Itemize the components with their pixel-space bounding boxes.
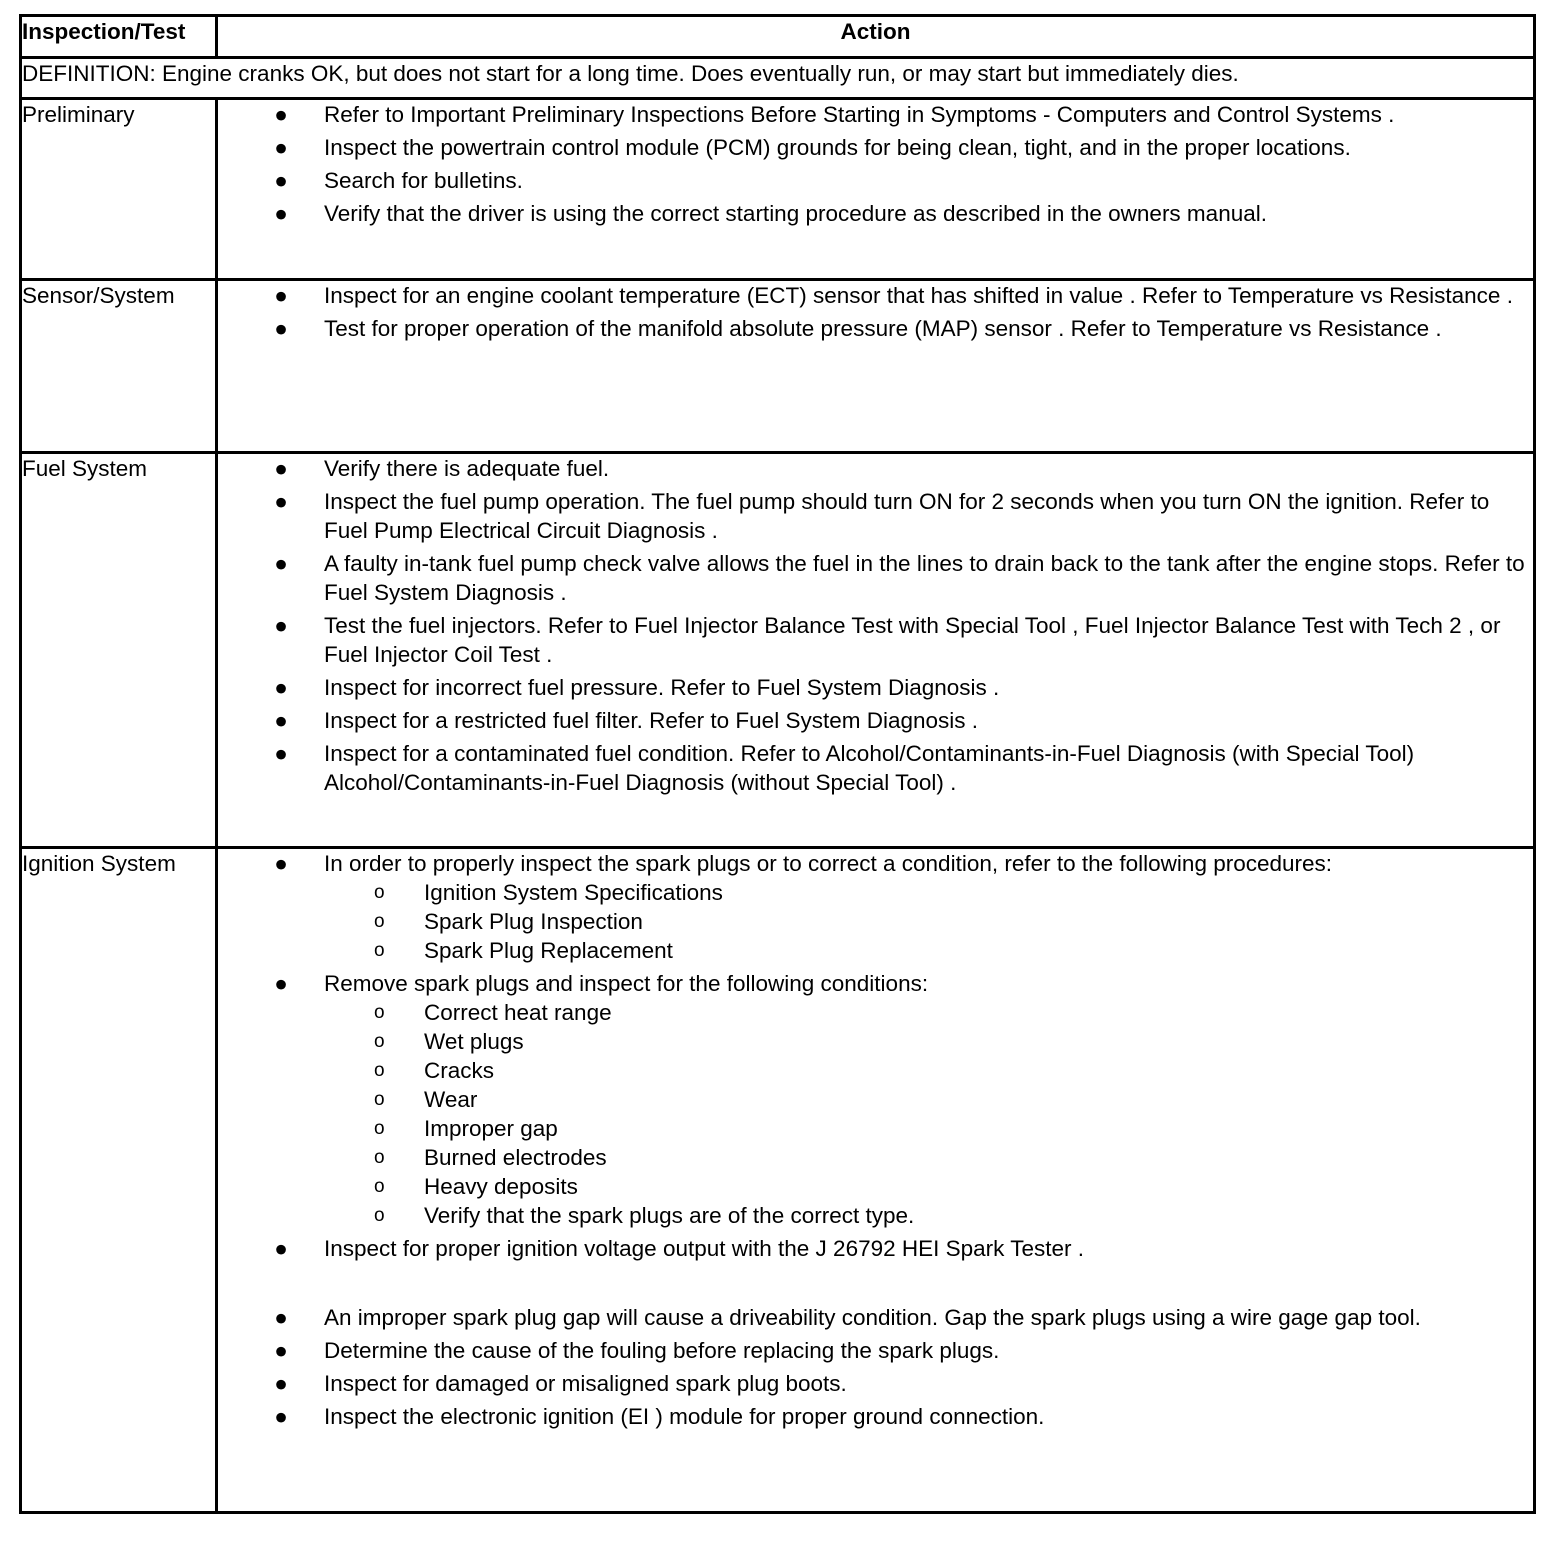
sub-item-text: Cracks — [424, 1058, 495, 1083]
item-text: Inspect for damaged or misaligned spark plug boots. — [324, 1371, 847, 1396]
list-item — [218, 1336, 1533, 1365]
list-item — [218, 199, 1533, 228]
list-item — [218, 166, 1533, 195]
row-actions — [217, 453, 1535, 848]
row-label: Sensor/System — [21, 280, 217, 453]
item-text: Inspect for proper ignition voltage output with the J 26792 HEI Spark Tester . — [324, 1236, 1085, 1261]
item-text: Inspect for incorrect fuel pressure. Refer to Fuel System Diagnosis . — [324, 675, 1000, 700]
bullet-icon: ● — [274, 741, 288, 766]
sub-item-text: Spark Plug Inspection — [424, 909, 643, 934]
item-text: Inspect for an engine coolant temperature (ECT) sensor that has shifted in value . Refer to Temperature vs Resistance . — [324, 283, 1513, 308]
circle-bullet-icon: o — [374, 1002, 385, 1023]
sub-list-item — [324, 1114, 1525, 1143]
item-text: Refer to Important Preliminary Inspections Before Starting in Symptoms - Computers and Control Systems . — [324, 102, 1395, 127]
item-text: Test the fuel injectors. Refer to Fuel Injector Balance Test with Special Tool , Fuel Injector Balance Test with Tech 2 , or Fuel Injector Coil Test . — [324, 613, 1501, 667]
bullet-icon: ● — [274, 551, 288, 576]
list-item — [218, 1234, 1533, 1263]
item-text: A faulty in-tank fuel pump check valve allows the fuel in the lines to drain back to the tank after the engine stops. Refer to Fuel System Diagnosis . — [324, 551, 1525, 605]
sub-item-text: Correct heat range — [424, 1000, 612, 1025]
item-text: Inspect for a contaminated fuel condition. Refer to Alcohol/Contaminants-in-Fuel Diagnosis (with Special Tool) Alcohol/Contaminants-in-Fuel Diagnosis (without Special Tool) . — [324, 741, 1415, 795]
sub-item-text: Wear — [424, 1087, 478, 1112]
bullet-icon: ● — [274, 201, 288, 226]
row-actions — [217, 99, 1535, 280]
list-item — [218, 100, 1533, 129]
item-text: Verify there is adequate fuel. — [324, 456, 610, 481]
sub-item-text: Ignition System Specifications — [424, 880, 723, 905]
sub-item-text: Spark Plug Replacement — [424, 938, 673, 963]
bullet-icon: ● — [274, 316, 288, 341]
list-item — [218, 549, 1533, 607]
circle-bullet-icon: o — [374, 911, 385, 932]
item-text: Test for proper operation of the manifold absolute pressure (MAP) sensor . Refer to Temperature vs Resistance . — [324, 316, 1442, 341]
bullet-icon: ● — [274, 102, 288, 127]
circle-bullet-icon: o — [374, 940, 385, 961]
circle-bullet-icon: o — [374, 1031, 385, 1052]
item-text: In order to properly inspect the spark plugs or to correct a condition, refer to the following procedures: — [324, 851, 1333, 876]
item-text: Determine the cause of the fouling before replacing the spark plugs. — [324, 1338, 1000, 1363]
row-actions — [217, 848, 1535, 1513]
sub-item-text: Burned electrodes — [424, 1145, 607, 1170]
list-item — [218, 969, 1533, 1230]
list-item — [218, 849, 1533, 965]
table-row — [21, 453, 1535, 848]
bullet-icon: ● — [274, 1404, 288, 1429]
bullet-icon: ● — [274, 489, 288, 514]
item-text: Remove spark plugs and inspect for the following conditions: — [324, 971, 929, 996]
circle-bullet-icon: o — [374, 882, 385, 903]
item-text: An improper spark plug gap will cause a driveability condition. Gap the spark plugs using a wire gage gap tool. — [324, 1305, 1421, 1330]
circle-bullet-icon: o — [374, 1118, 385, 1139]
row-label: Fuel System — [21, 453, 217, 848]
list-item — [218, 1369, 1533, 1398]
sub-item-text: Heavy deposits — [424, 1174, 578, 1199]
header-row — [21, 16, 1535, 58]
bullet-icon: ● — [274, 456, 288, 481]
item-text: Search for bulletins. — [324, 168, 523, 193]
bullet-icon: ● — [274, 1305, 288, 1330]
list-item — [218, 739, 1533, 797]
list-item — [218, 1402, 1533, 1431]
bullet-icon: ● — [274, 851, 288, 876]
bullet-icon: ● — [274, 971, 288, 996]
sub-list-item — [324, 907, 1525, 936]
sub-list-item — [324, 936, 1525, 965]
sub-list-item — [324, 1172, 1525, 1201]
item-text: Inspect the electronic ignition (EI ) module for proper ground connection. — [324, 1404, 1045, 1429]
sub-list-item — [324, 1085, 1525, 1114]
list-item — [218, 454, 1533, 483]
circle-bullet-icon: o — [374, 1089, 385, 1110]
item-text: Verify that the driver is using the correct starting procedure as described in the owners manual. — [324, 201, 1267, 226]
sub-list-item — [324, 998, 1525, 1027]
sub-list-item — [324, 1201, 1525, 1230]
list-item — [218, 706, 1533, 735]
circle-bullet-icon: o — [374, 1147, 385, 1168]
bullet-icon: ● — [274, 168, 288, 193]
sub-list-item — [324, 1143, 1525, 1172]
row-label: Ignition System — [21, 848, 217, 1513]
definition-row — [21, 58, 1535, 99]
sub-item-text: Verify that the spark plugs are of the correct type. — [424, 1203, 915, 1228]
table-row — [21, 280, 1535, 453]
list-item — [218, 314, 1533, 343]
bullet-icon: ● — [274, 708, 288, 733]
list-item — [218, 133, 1533, 162]
header-inspection-test: Inspection/Test — [21, 16, 217, 58]
list-item — [218, 281, 1533, 310]
bullet-icon: ● — [274, 283, 288, 308]
bullet-icon: ● — [274, 1371, 288, 1396]
item-text: Inspect for a restricted fuel filter. Refer to Fuel System Diagnosis . — [324, 708, 979, 733]
sub-list-item — [324, 1056, 1525, 1085]
table-row — [21, 848, 1535, 1513]
list-item — [218, 487, 1533, 545]
bullet-icon: ● — [274, 135, 288, 160]
row-label: Preliminary — [21, 99, 217, 280]
item-text: Inspect the powertrain control module (PCM) grounds for being clean, tight, and in the proper locations. — [324, 135, 1351, 160]
diagnosis-table — [19, 14, 1536, 1514]
document-page — [19, 14, 1533, 1514]
list-item — [218, 673, 1533, 702]
list-item — [218, 1303, 1533, 1332]
sub-item-text: Improper gap — [424, 1116, 558, 1141]
sub-item-text: Wet plugs — [424, 1029, 524, 1054]
table-row — [21, 99, 1535, 280]
sub-list-item — [324, 878, 1525, 907]
bullet-icon: ● — [274, 675, 288, 700]
bullet-icon: ● — [274, 613, 288, 638]
definition-text: DEFINITION: Engine cranks OK, but does not start for a long time. Does eventually run, or may start but immediately dies. — [21, 58, 1535, 99]
item-text: Inspect the fuel pump operation. The fuel pump should turn ON for 2 seconds when you turn ON the ignition. Refer to Fuel Pump Electrical Circuit Diagnosis . — [324, 489, 1490, 543]
sub-list-item — [324, 1027, 1525, 1056]
row-actions — [217, 280, 1535, 453]
header-action: Action — [217, 16, 1535, 58]
bullet-icon: ● — [274, 1236, 288, 1261]
circle-bullet-icon: o — [374, 1060, 385, 1081]
circle-bullet-icon: o — [374, 1205, 385, 1226]
list-item — [218, 611, 1533, 669]
circle-bullet-icon: o — [374, 1176, 385, 1197]
bullet-icon: ● — [274, 1338, 288, 1363]
